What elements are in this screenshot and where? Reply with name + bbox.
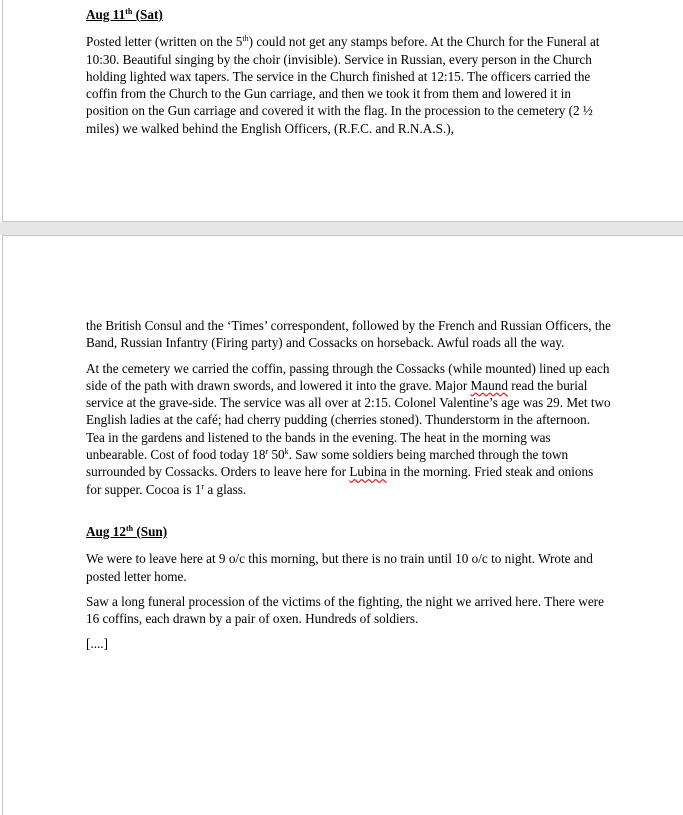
paragraph-funeral-procession: Saw a long funeral procession of the victims of the fighting, the night we arrived here. There were 16 coffins, each drawn by a pair of oxen. Hundreds of soldiers.	[86, 593, 604, 627]
heading-text-suffix: (Sat)	[132, 7, 163, 22]
heading-text-suffix: (Sun)	[133, 523, 168, 539]
document-page-2	[2, 235, 683, 815]
superscript: k	[284, 447, 289, 457]
superscript: th	[242, 34, 249, 44]
document-page-1	[2, 0, 683, 222]
paragraph-cemetery	[86, 360, 611, 498]
superscript: r	[265, 447, 269, 457]
heading-superscript: th	[125, 7, 133, 16]
entry-heading-aug-11	[86, 6, 611, 23]
page-2-body	[86, 317, 611, 661]
text-run: read the burial service at the grave-side. The service was all over at 2:15. Colonel Valentine’s age was 29. Met two English ladies at the café; had cherry pudding (cherries stoned). Thunderstorm in the afternoon. Tea in the gardens and listened to the bands in the evening. The heat in the morning was unbearable. Cost of food today 18	[86, 377, 611, 463]
superscript: r	[201, 481, 205, 491]
page-gap	[0, 222, 683, 235]
blank-line	[86, 506, 611, 523]
paragraph-funeral	[86, 33, 611, 137]
paragraph-ellipsis: [....]	[86, 636, 108, 652]
heading-superscript: th	[125, 523, 134, 533]
page-1-body	[86, 6, 611, 145]
spellcheck-word: Lubina	[349, 464, 387, 480]
text-run: 50	[268, 447, 285, 463]
heading-text: Aug 11	[86, 7, 126, 22]
entry-heading-aug-12	[86, 523, 611, 540]
text-run: a glass.	[204, 481, 247, 497]
text-run: At the cemetery we carried the coffin, passing through the Cossacks (while mounted) lined up each side of the path with drawn swords, and lowered it into the grave. Major	[86, 360, 610, 393]
text-run: Posted letter (written on the 5	[86, 34, 243, 50]
spellcheck-word: Maund	[470, 377, 508, 393]
paragraph-procession-continued: the British Consul and the ‘Times’ correspondent, followed by the French and Russian Officers, the Band, Russian Infantry (Firing party) and Cossacks on horseback. Awful roads all the way.	[86, 318, 611, 351]
heading-text: Aug 12	[86, 523, 126, 539]
paragraph-train: We were to leave here at 9 o/c this morning, but there is no train until 10 o/c to night. Wrote and posted letter home.	[86, 551, 593, 584]
text-run: in the morning. Fried steak and onions for supper. Cocoa is 1	[86, 464, 594, 497]
text-run: ) could not get any stamps before. At the Church for the Funeral at 10:30. Beautiful singing by the choir (invisible). Service in Russian, every person in the Church holding lighted wax tapers. The service in the Church finished at 12:15. The officers carried the coffin from the Church to the Gun carriage, and then we took it from them and lowered it in position on the Gun carriage and covered it with the flag. In the procession to the cemetery (2 ½ miles) we walked behind the English Officers, (R.F.C. and R.N.A.S.),	[86, 34, 600, 136]
text-run: . Saw some soldiers being marched through the town surrounded by Cossacks. Orders to leave here for	[86, 447, 569, 480]
